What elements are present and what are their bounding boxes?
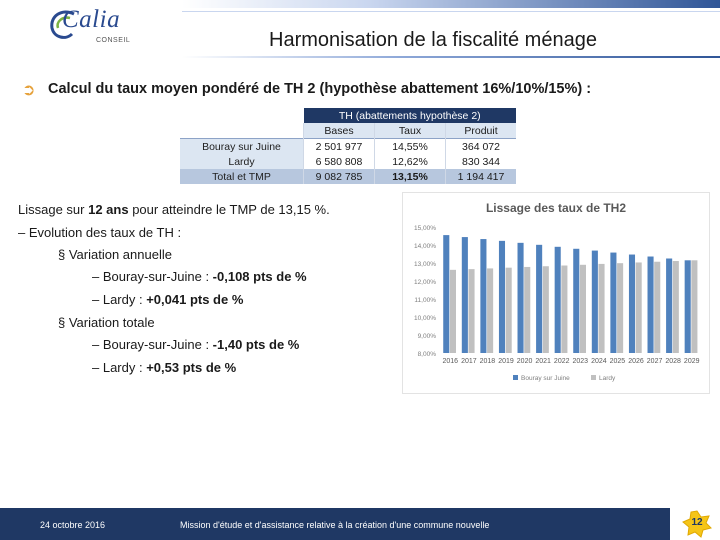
bar-bouray — [648, 257, 654, 353]
footer-caption: Mission d'étude et d'assistance relative à la création d'une commune nouvelle — [180, 520, 490, 530]
bar-lardy — [598, 264, 604, 353]
y-tick-label: 9,00% — [417, 333, 436, 340]
y-tick-label: 15,00% — [413, 225, 436, 232]
th2-chart — [402, 192, 710, 394]
x-tick-label: 2029 — [683, 358, 700, 365]
bar-bouray — [666, 259, 672, 354]
bar-lardy — [524, 267, 530, 353]
table-cell-produit: 830 344 — [446, 154, 517, 169]
bar-bouray — [518, 243, 524, 353]
x-tick-label: 2021 — [535, 358, 551, 365]
table-cell-produit: 1 194 417 — [446, 169, 517, 184]
calia-logo — [48, 6, 148, 50]
total-variation-heading: § Variation totale — [58, 315, 155, 330]
y-tick-label: 11,00% — [414, 297, 436, 304]
bar-lardy — [468, 269, 474, 353]
y-tick-label: 12,00% — [413, 279, 436, 286]
th-table — [180, 108, 516, 184]
table-cell-bases: 2 501 977 — [304, 139, 375, 155]
bar-bouray — [536, 245, 542, 353]
bullet-heading: Calcul du taux moyen pondéré de TH 2 (hypothèse abattement 16%/10%/15%) : — [48, 81, 592, 97]
bar-lardy — [543, 266, 549, 353]
bar-bouray — [443, 235, 449, 353]
bar-bouray — [462, 237, 468, 353]
bar-bouray — [592, 251, 598, 353]
table-col-bases: Bases — [304, 123, 375, 139]
table-row-total — [180, 169, 516, 184]
table-row-label: Lardy — [180, 154, 304, 169]
table-row — [180, 139, 516, 155]
total-bouray: – Bouray-sur-Juine : -1,40 pts de % — [92, 337, 300, 352]
annual-variation-heading: § Variation annuelle — [58, 247, 172, 262]
x-tick-label: 2025 — [609, 358, 626, 365]
x-tick-label: 2018 — [479, 358, 496, 365]
legend-label: Bouray sur Juine — [521, 375, 570, 382]
bar-bouray — [499, 241, 505, 353]
bar-lardy — [617, 263, 623, 353]
table-row — [180, 154, 516, 169]
bar-lardy — [673, 261, 679, 353]
annual-bouray: – Bouray-sur-Juine : -0,108 pts de % — [92, 269, 307, 284]
evolution-line: – Evolution des taux de TH : — [18, 225, 182, 240]
x-tick-label: 2020 — [516, 358, 533, 365]
slide-title: Harmonisation de la fiscalité ménage — [269, 29, 597, 51]
table-row-label: Total et TMP — [180, 169, 304, 184]
table-cell-taux: 14,55% — [375, 139, 446, 155]
th2-chart-svg — [403, 193, 709, 393]
bar-lardy — [654, 262, 660, 353]
bar-lardy — [561, 266, 567, 353]
x-tick-label: 2027 — [646, 358, 663, 365]
table-row-label: Bouray sur Juine — [180, 139, 304, 155]
bullet-arrow-icon: ➲ — [22, 82, 36, 99]
legend-swatch — [591, 375, 596, 380]
bar-bouray — [573, 249, 579, 353]
title-underline — [182, 56, 720, 58]
bar-lardy — [450, 270, 456, 353]
y-tick-label: 14,00% — [413, 243, 436, 250]
header-gradient-bar — [182, 0, 720, 8]
x-tick-label: 2023 — [572, 358, 589, 365]
y-tick-label: 8,00% — [417, 351, 436, 358]
bar-lardy — [691, 260, 697, 353]
table-cell-taux: 12,62% — [375, 154, 446, 169]
legend-label: Lardy — [599, 375, 616, 382]
bar-bouray — [685, 260, 691, 353]
x-tick-label: 2016 — [442, 358, 459, 365]
table-cell-bases: 6 580 808 — [304, 154, 375, 169]
x-tick-label: 2024 — [591, 358, 607, 365]
annual-lardy: – Lardy : +0,041 pts de % — [92, 292, 244, 307]
table-group-header: TH (abattements hypothèse 2) — [304, 108, 517, 123]
table-cell-produit: 364 072 — [446, 139, 517, 155]
x-tick-label: 2022 — [553, 358, 570, 365]
y-tick-label: 10,00% — [413, 315, 436, 322]
table-col-produit: Produit — [446, 123, 517, 139]
bar-bouray — [480, 239, 486, 353]
bar-lardy — [580, 265, 586, 353]
table-col-taux: Taux — [375, 123, 446, 139]
x-tick-label: 2026 — [628, 358, 644, 365]
bar-bouray — [610, 253, 616, 353]
bar-lardy — [487, 268, 493, 353]
bar-bouray — [555, 247, 561, 353]
logo-wordmark: Calia — [62, 6, 121, 33]
total-lardy: – Lardy : +0,53 pts de % — [92, 360, 237, 375]
bar-lardy — [506, 268, 512, 353]
page-number: 12 — [691, 517, 703, 528]
table-cell-taux: 13,15% — [375, 169, 446, 184]
chart-title: Lissage des taux de TH2 — [485, 201, 627, 215]
logo-subtitle: CONSEIL — [96, 37, 131, 44]
bar-lardy — [636, 262, 642, 353]
legend-swatch — [513, 375, 518, 380]
x-tick-label: 2017 — [461, 358, 477, 365]
header-thin-rule — [182, 11, 720, 12]
footer-date: 24 octobre 2016 — [40, 520, 106, 530]
x-tick-label: 2019 — [498, 358, 514, 365]
y-tick-label: 13,00% — [413, 261, 436, 268]
bar-bouray — [629, 255, 635, 353]
table-cell-bases: 9 082 785 — [304, 169, 375, 184]
footer — [0, 508, 720, 540]
smoothing-line: Lissage sur 12 ans pour atteindre le TMP de 13,15 %. — [18, 202, 330, 217]
x-tick-label: 2028 — [665, 358, 681, 365]
